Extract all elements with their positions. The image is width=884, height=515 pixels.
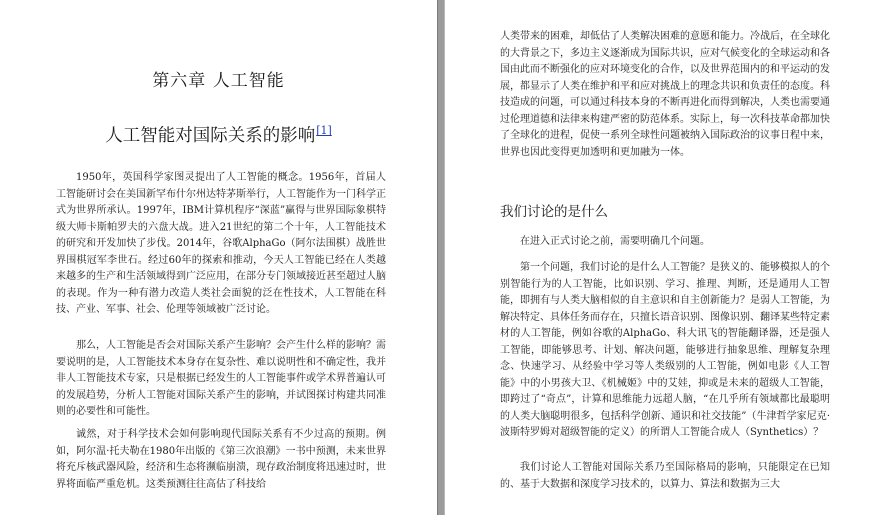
paragraph: 我们讨论人工智能对国际关系乃至国际格局的影响，只能限定在已知的、基于大数据和深度学习技术的，以算力、算法和数据为三大 — [500, 462, 830, 490]
footnote-link[interactable]: [1] — [316, 124, 332, 138]
left-page — [0, 0, 437, 515]
paragraph: 诚然，对于科学技术会如何影响现代国际关系有不少过高的预期。例如，阿尔温·托夫勒在1980年出版的《第三次浪潮》一书中预测，未来世界将充斥核武器风险，经济和生态将濒临崩溃，现存政治制度将迅速过时，世界将面临严重危机。这类预测往往高估了科技给 — [56, 429, 386, 490]
section-title-text: 人工智能对国际关系的影响 — [105, 126, 316, 146]
section-title — [0, 122, 437, 147]
section-heading: 我们讨论的是什么 — [500, 204, 608, 220]
paragraph: 1950年，英国科学家图灵提出了人工智能的概念。1956年，首届人工智能研讨会在美国新罕布什尔州达特茅斯举行，人工智能作为一门科学正式为世界所承认。1997年，IBM计算机程序“深蓝”赢得与世界国际象棋特级大师卡斯帕罗夫的六盘大战。进入21世纪的第二个十年，人工智能技术的研究和开发加快了步伐。2014年，谷歌AlphaGo（阿尔法围棋）战胜世界围棋冠军李世石。经过60年的探索和推动，今天人工智能已经在人类越来越多的生产和生活领域得到广泛应用，在部分专门领域接近甚至超过人脑的表现。作为一种有潜力改造人类社会面貌的泛在性技术，人工智能在科技、产业、军事、社会、伦理等领域被广泛讨论。 — [56, 172, 386, 315]
paragraph: 那么，人工智能是否会对国际关系产生影响？会产生什么样的影响？需要说明的是，人工智能技术本身存在复杂性、难以说明性和不确定性，我并非人工智能技术专家，只是根据已经发生的人工智能事件或学术界普遍认可的发展趋势，分析人工智能对国际关系产生的影响，并试图探讨构建共同准则的必要性和可能性。 — [56, 340, 386, 417]
paragraph: 人类带来的困难，却低估了人类解决困难的意愿和能力。冷战后，在全球化的大背景之下，多边主义逐渐成为国际共识，应对气候变化的全球运动和各国由此而不断强化的应对环境变化的合作，以及世界范围内的和平运动的发展，都显示了人类在维护和平和应对挑战上的理念共识和负责任的态度。科技造成的问题，可以通过科技本身的不断再进化而得到解决，人类也需要通过伦理道德和法律来构建严密的防范体系。实际上，每一次科技革命都加快了全球化的进程，促使一系列全球性问题被纳入国际政治的议事日程中来，世界也因此变得更加透明和更加融为一体。 — [500, 31, 830, 158]
page-divider — [437, 0, 445, 515]
paragraph: 第一个问题，我们讨论的是什么人工智能？是狭义的、能够模拟人的个别智能行为的人工智能，比如识别、学习、推理、判断，还是通用人工智能，即拥有与人类大脑相似的自主意识和自主创新能力？是弱人工智能，为解决特定、具体任务而存在，只擅长语音识别、图像识别、翻译某些特定素材的人工智能，例如谷歌的AlphaGo、科大讯飞的智能翻译器，还是强人工智能，即能够思考、计划、解决问题，能够进行抽象思维、理解复杂理念、快速学习、从经验中学习等人类级别的人工智能，例如电影《人工智能》中的小男孩大卫、《机械姬》中的艾娃，抑或是未来的超级人工智能，即跨过了“奇点”，计算和思维能力远超人脑，“在几乎所有领域都比最聪明的人类大脑聪明很多，包括科学创新、通识和社交技能”（牛津哲学家尼克·波斯特罗姆对超级智能的定义）的所谓人工智能合成人（Synthetics）？ — [500, 262, 830, 438]
paragraph: 在进入正式讨论之前，需要明确几个问题。 — [520, 236, 710, 247]
right-page — [445, 0, 884, 515]
chapter-title: 第六章 人工智能 — [152, 71, 285, 91]
